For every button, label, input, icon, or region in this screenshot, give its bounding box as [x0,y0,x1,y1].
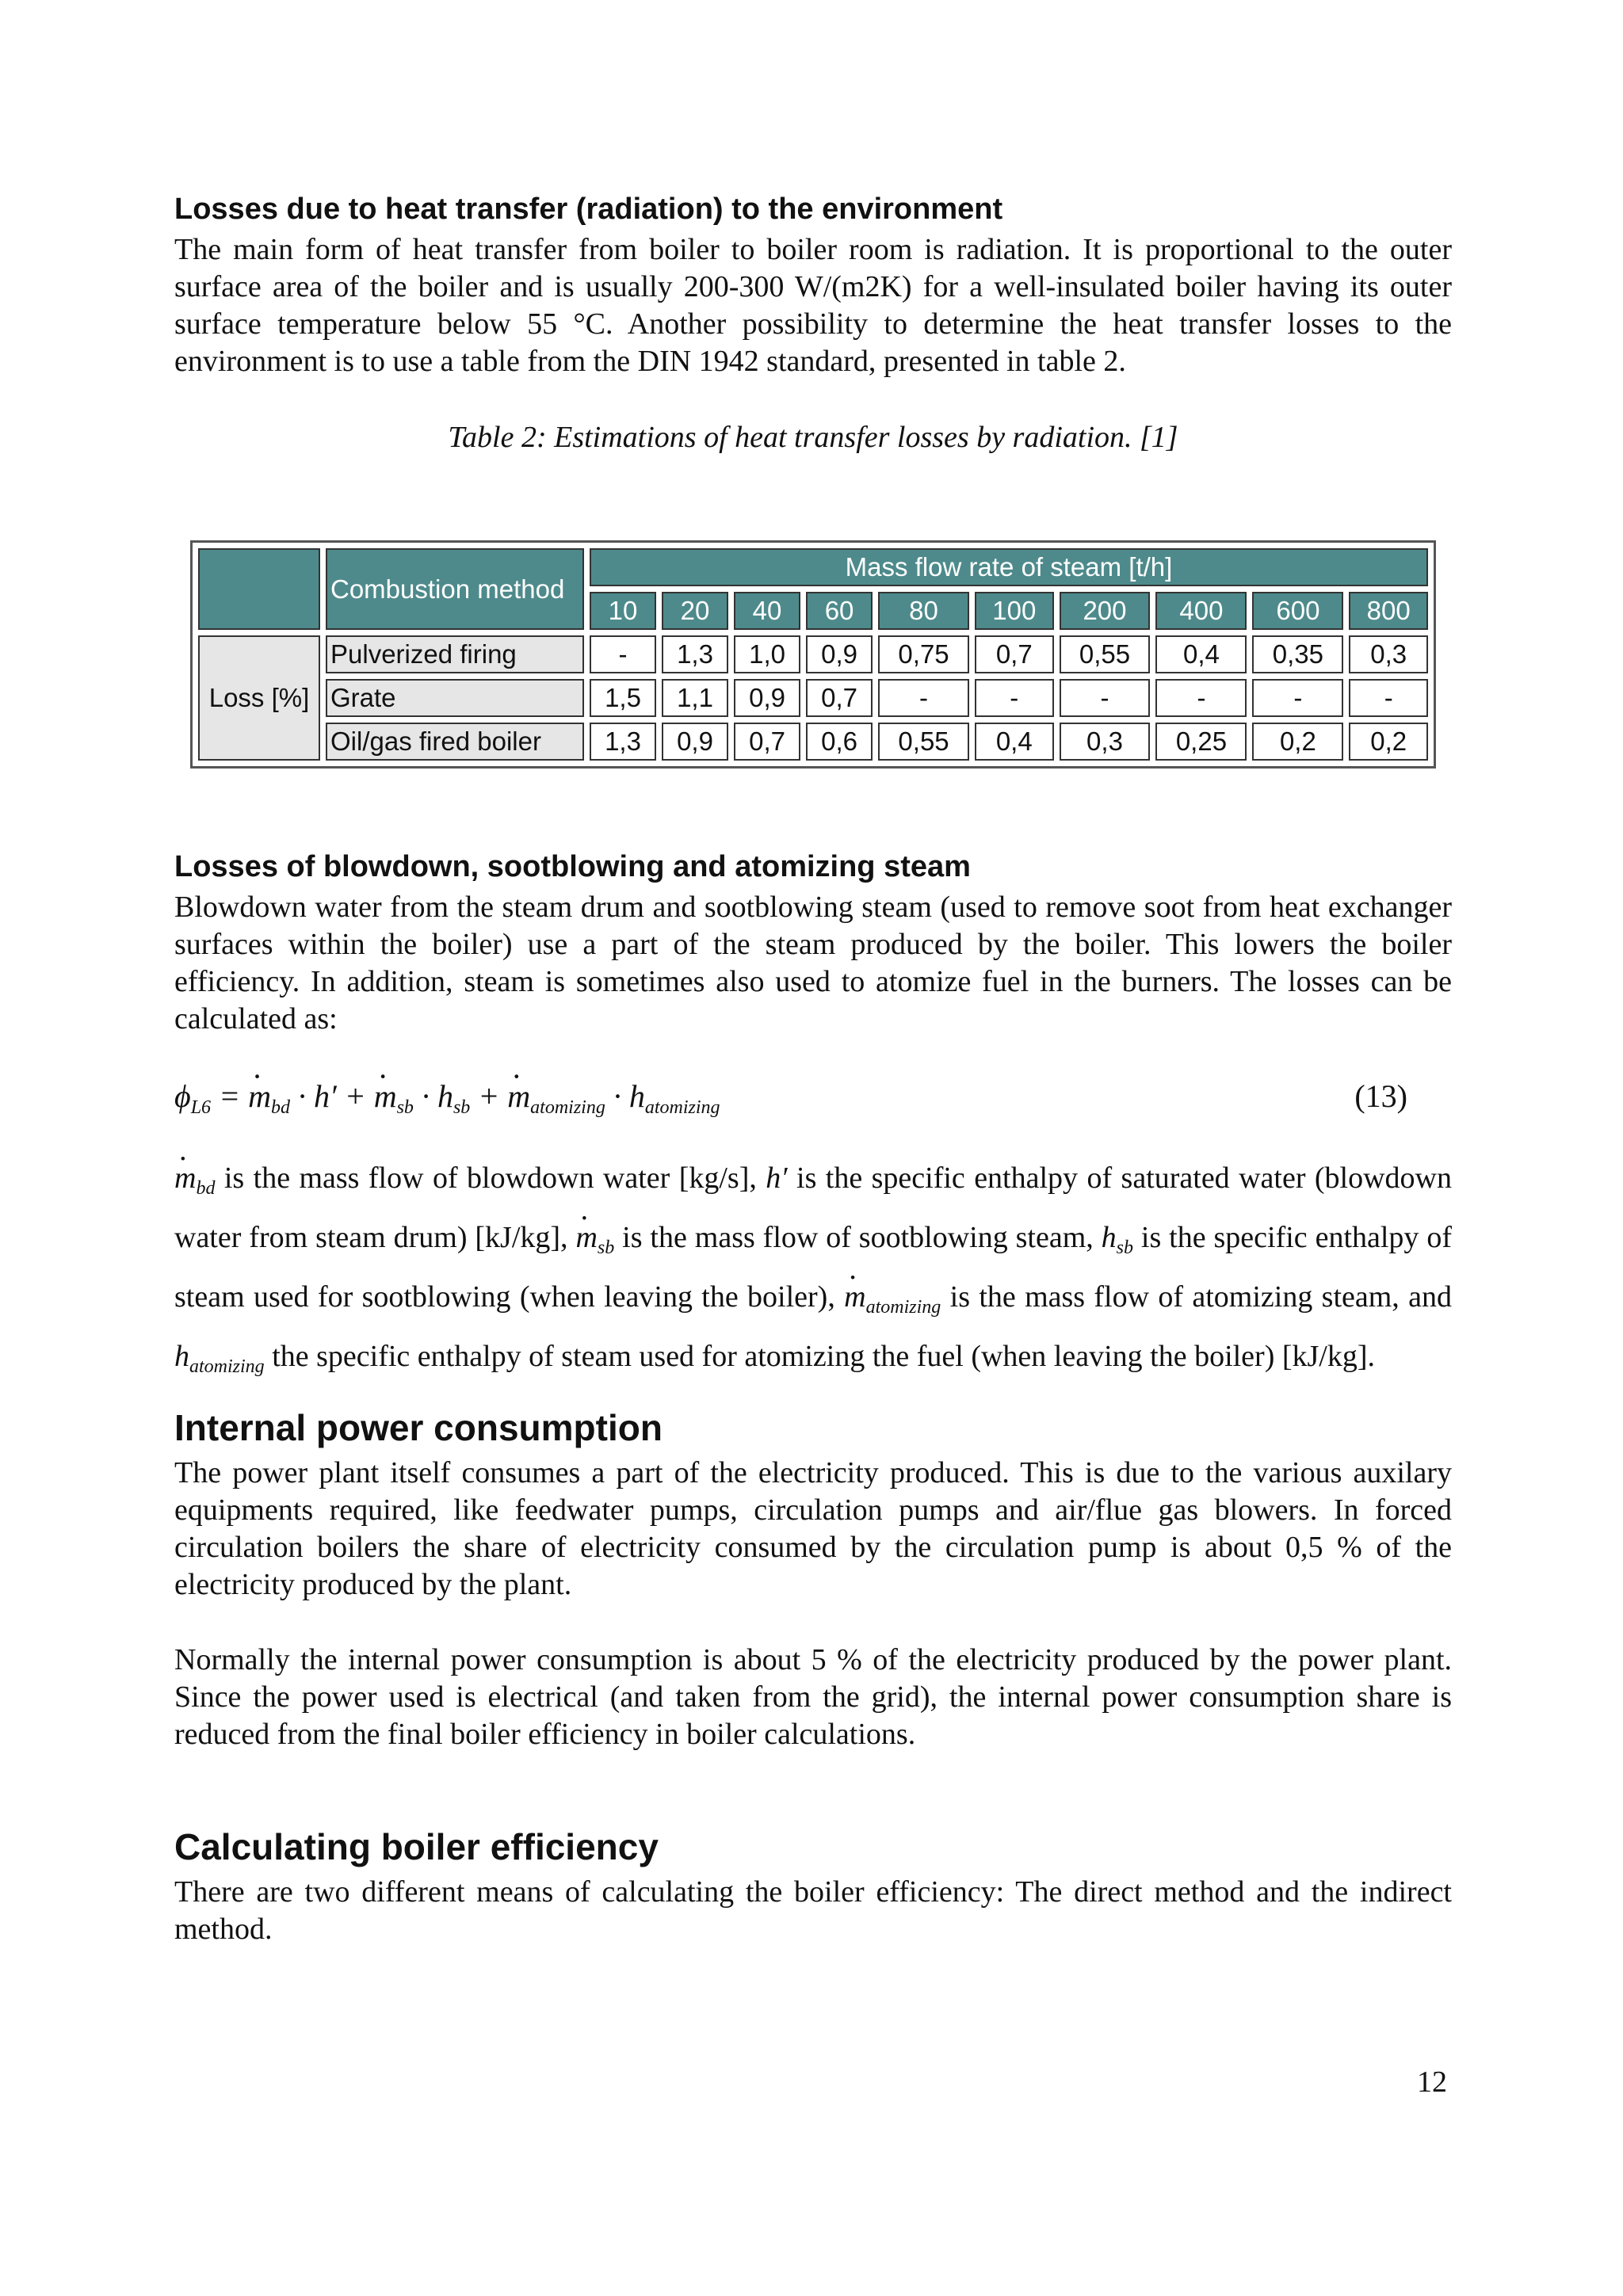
flow-value-cell: 200 [1060,592,1151,630]
equation-13 [174,1077,1452,1133]
loss-value-cell: 0,4 [1155,635,1247,673]
flow-value-cell: 40 [734,592,800,630]
loss-value-cell: 0,2 [1252,723,1343,761]
loss-value-cell: 1,3 [662,635,728,673]
loss-value-cell: - [975,679,1054,717]
flow-value-cell: 100 [975,592,1054,630]
equation-expression: $\phi_{L6}$ = · $m_{bd} \cdot h'$ + · $m_{sb} \cdot h_{sb}$ + · $m_{atomizing} \cdot h_{atomizing}$ [174,1078,720,1114]
loss-value-cell: 1,0 [734,635,800,673]
flow-value-cell: 400 [1155,592,1247,630]
loss-value-cell: 0,3 [1060,723,1151,761]
loss-value-cell: 0,9 [662,723,728,761]
table-corner-cell [198,548,320,630]
section-heading-blowdown: Losses of blowdown, sootblowing and atomizing steam [174,850,971,883]
loss-value-cell: 0,2 [1349,723,1428,761]
flow-value-cell: 20 [662,592,728,630]
loss-value-cell: 0,9 [806,635,873,673]
loss-value-cell: 1,1 [662,679,728,717]
section-heading-internal-power: Internal power consumption [174,1407,663,1448]
page-body-lower [174,848,1452,1948]
table-caption: Table 2: Estimations of heat transfer losses by radiation. [1] [448,421,1178,454]
internal-power-paragraph-1: The power plant itself consumes a part of the electricity produced. This is due to the various auxilary equipments required, like feedwater pumps, circulation pumps and air/flue gas blowers. In forced circulation boilers the share of electricity consumed by the circulation pump is about 0,5 % of the electricity produced by the plant. [174,1456,1452,1601]
loss-value-cell: 0,3 [1349,635,1428,673]
section-heading-boiler-efficiency: Calculating boiler efficiency [174,1826,659,1867]
flow-value-cell: 800 [1349,592,1428,630]
loss-value-cell: - [878,679,969,717]
blowdown-paragraph: Blowdown water from the steam drum and sootblowing steam (used to remove soot from heat exchanger surfaces within the boiler) use a part of the steam produced by the boiler. This lowers the boiler efficiency. In addition, steam is sometimes also used to atomize fuel in the burners. The losses can be calculated as: [174,891,1452,1035]
loss-value-cell: 0,55 [1060,635,1151,673]
loss-value-cell: 0,75 [878,635,969,673]
loss-value-cell: 0,7 [806,679,873,717]
combustion-method-cell: Oil/gas fired boiler [326,723,584,761]
loss-value-cell: - [1349,679,1428,717]
flow-value-cell: 10 [590,592,656,630]
radiation-losses-paragraph: The main form of heat transfer from boiler to boiler room is radiation. It is proportional to the outer surface area of the boiler and is usually 200-300 W/(m2K) for a well-insulated boiler having its outer surface temperature below 55 °C. Another possibility to determine the heat transfer losses to the environment is to use a table from the DIN 1942 standard, presented in table 2. [174,233,1452,378]
loss-label: Loss [%] [198,635,320,761]
loss-value-cell: 0,7 [975,635,1054,673]
section-heading-radiation-losses: Losses due to heat transfer (radiation) to the environment [174,193,1003,226]
combustion-method-cell: Grate [326,679,584,717]
equation-number: (13) [1354,1078,1407,1114]
internal-power-paragraph-2: Normally the internal power consumption is about 5 % of the electricity produced by the power plant. Since the power used is electrical (and taken from the grid), the internal power consumption share is reduced from the final boiler efficiency in boiler calculations. [174,1643,1452,1751]
page-number: 12 [1417,2065,1447,2099]
loss-value-cell: - [1155,679,1247,717]
combustion-method-header: Combustion method [326,548,584,630]
equation-definitions: · $m_{bd}$ is the mass flow of blowdown water [kg/s], h′ is the specific enthalpy of saturated water (blowdown water from steam drum) [kJ/kg], · $m_{sb}$ is the mass flow of sootblowing steam, $h_{sb}$ is the specific enthalpy of steam used for sootblowing (when leaving the boiler), · $m_{atomizing}$ is the mass flow of atomizing steam, and $h_{atomizing}$ the specific enthalpy of steam used for atomizing the fuel (when leaving the boiler) [kJ/kg]. [174,1154,1452,1391]
loss-value-cell: - [590,635,656,673]
loss-value-cell: 0,6 [806,723,873,761]
page-body [174,190,1452,455]
loss-value-cell: 1,5 [590,679,656,717]
flow-value-cell: 60 [806,592,873,630]
loss-value-cell: 0,4 [975,723,1054,761]
mass-flow-header: Mass flow rate of steam [t/h] [590,548,1428,586]
loss-value-cell: - [1060,679,1151,717]
loss-value-cell: 0,55 [878,723,969,761]
loss-value-cell: 0,9 [734,679,800,717]
loss-value-cell: 0,25 [1155,723,1247,761]
combustion-method-cell: Pulverized firing [326,635,584,673]
flow-value-cell: 600 [1252,592,1343,630]
heat-loss-table [190,540,1436,769]
loss-value-cell: - [1252,679,1343,717]
loss-value-cell: 0,7 [734,723,800,761]
loss-value-cell: 0,35 [1252,635,1343,673]
boiler-efficiency-paragraph: There are two different means of calculating the boiler efficiency: The direct method and the indirect method. [174,1875,1452,1946]
flow-value-cell: 80 [878,592,969,630]
loss-value-cell: 1,3 [590,723,656,761]
